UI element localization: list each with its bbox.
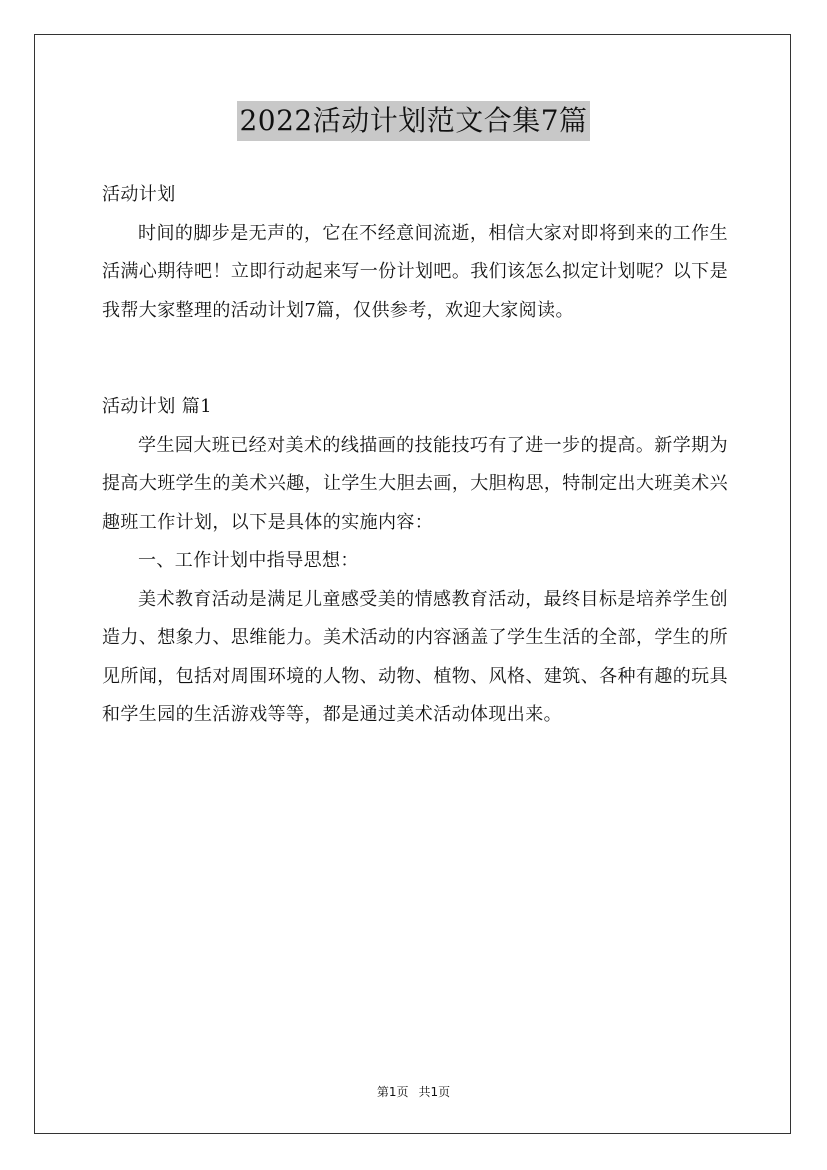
- page-footer: [0, 1083, 827, 1100]
- body-paragraph: 美术教育活动是满足儿童感受美的情感教育活动，最终目标是培养学生创造力、想象力、思维能力。美术活动的内容涵盖了学生生活的全部，学生的所见所闻，包括对周围环境的人物、动物、植物、风格、建筑、各种有趣的玩具和学生园的生活游戏等等，都是通过美术活动体现出来。: [102, 588, 728, 725]
- body-paragraph: 学生园大班已经对美术的线描画的技能技巧有了进一步的提高。新学期为提高大班学生的美术兴趣，让学生大胆去画，大胆构思，特制定出大班美术兴趣班工作计划，以下是具体的实施内容：: [102, 434, 728, 533]
- subheading-paragraph: 一、工作计划中指导思想：: [138, 550, 359, 571]
- section-heading: 活动计划 篇1: [102, 396, 212, 417]
- document-title-container: [0, 100, 827, 141]
- page-number: 第1页: [376, 1085, 409, 1099]
- document-title: 2022活动计划范文合集7篇: [237, 101, 589, 141]
- page-total: 共1页: [418, 1085, 451, 1099]
- section-spacer: [102, 330, 728, 388]
- section-heading: 活动计划: [102, 184, 176, 205]
- document-body: [102, 176, 728, 735]
- intro-paragraph: 时间的脚步是无声的，它在不经意间流逝，相信大家对即将到来的工作生活满心期待吧！立即行动起来写一份计划吧。我们该怎么拟定计划呢？以下是我帮大家整理的活动计划7篇，仅供参考，欢迎大家阅读。: [102, 222, 728, 321]
